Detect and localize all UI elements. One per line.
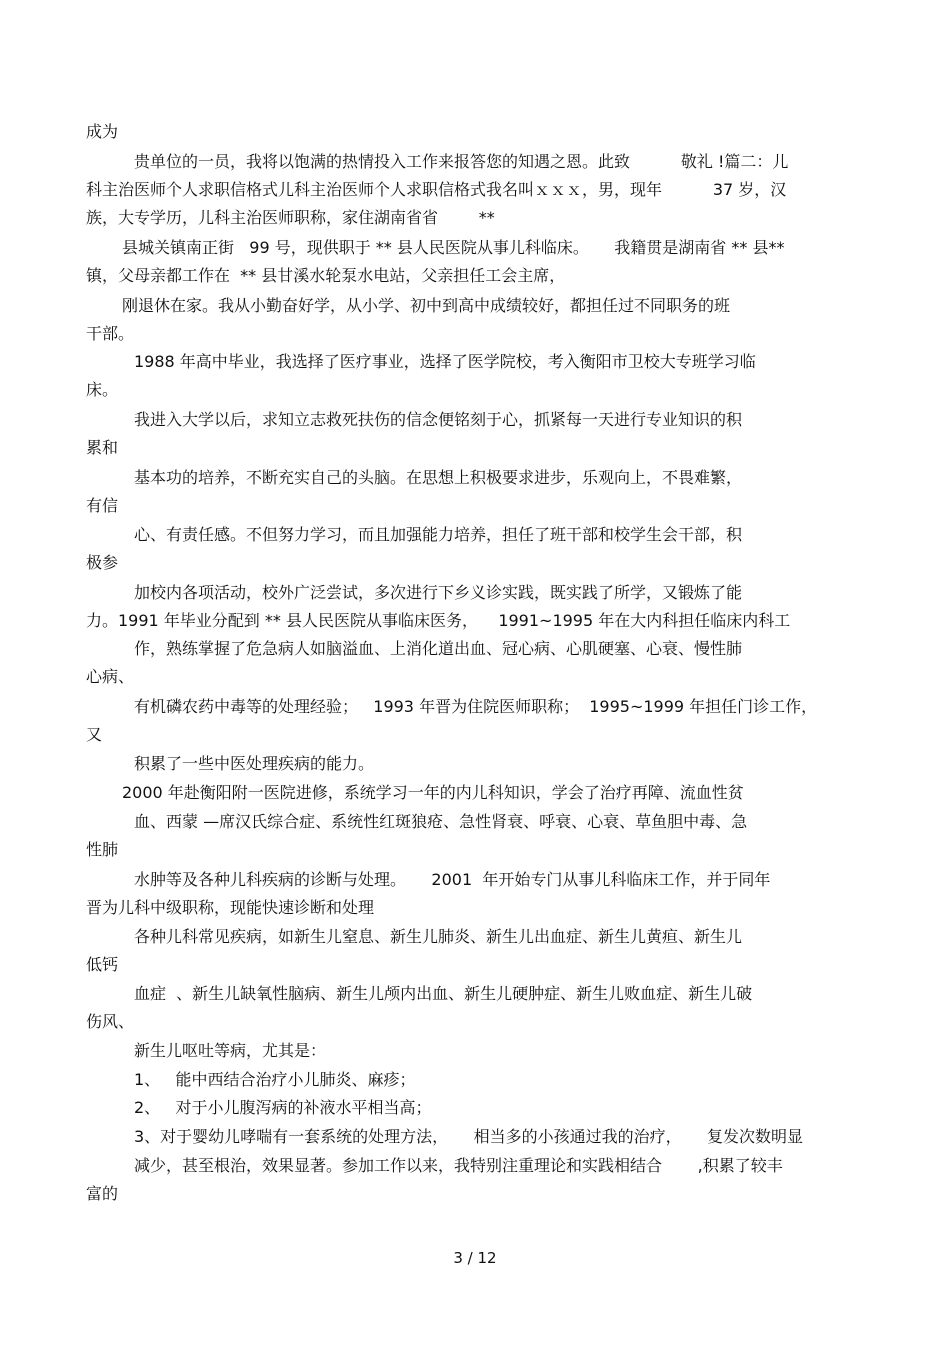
text-line: 3、对于婴幼儿哮喘有一套系统的处理方法， 相当多的小孩通过我的治疗， 复发次数明显 [134, 1127, 804, 1146]
page-number: 3 / 12 [453, 1249, 497, 1267]
text-line: 积累了一些中医处理疾病的能力。 [134, 754, 375, 773]
text-line: 性肺 [86, 840, 119, 859]
text-line: 减少，甚至根治，效果显著。参加工作以来，我特别注重理论和实践相结合 ,积累了较丰 [134, 1156, 783, 1175]
text-line: 加校内各项活动，校外广泛尝试，多次进行下乡义诊实践，既实践了所学，又锻炼了能 [134, 583, 743, 602]
text-line: 富的 [86, 1184, 119, 1203]
text-line: 伤风、 [86, 1012, 135, 1031]
text-line: 新生儿呕吐等病，尤其是： [134, 1041, 327, 1060]
text-line: 2、 对于小儿腹泻病的补液水平相当高； [134, 1098, 432, 1117]
text-line: 晋为儿科中级职称，现能快速诊断和处理 [86, 898, 375, 917]
text-line: 成为 [86, 122, 119, 141]
text-line: 干部。 [86, 324, 135, 343]
text-line: 极参 [86, 553, 119, 572]
text-line: 累和 [86, 438, 119, 457]
text-line: 心病、 [86, 667, 135, 686]
text-line: 低钙 [86, 955, 119, 974]
text-line: 力。1991 年毕业分配到 ** 县人民医院从事临床医务， 1991~1995 年在大内科担任临床内科工 [86, 611, 791, 630]
text-line: 有信 [86, 496, 119, 515]
text-line: 有机磷农药中毒等的处理经验； 1993 年晋为住院医师职称； 1995~1999 年担任门诊工作， [134, 697, 818, 716]
text-line: 各种儿科常见疾病，如新生儿窒息、新生儿肺炎、新生儿出血症、新生儿黄疸、新生儿 [134, 927, 743, 946]
text-line: 贵单位的一员，我将以饱满的热情投入工作来报答您的知遇之恩。此致 敬礼 !篇二：儿 [134, 152, 789, 171]
text-line: 1、 能中西结合治疗小儿肺炎、麻疹； [134, 1070, 416, 1089]
text-line: 族，大专学历，儿科主治医师职称，家住湖南省省 ** [86, 208, 495, 227]
text-line: 1988 年高中毕业，我选择了医疗事业，选择了医学院校，考入衡阳市卫校大专班学习临 [134, 352, 756, 371]
text-line: 我进入大学以后，求知立志救死扶伤的信念便铭刻于心，抓紧每一天进行专业知识的积 [134, 410, 743, 429]
text-line: 水肿等及各种儿科疾病的诊断与处理。 2001 年开始专门从事儿科临床工作，并于同年 [134, 870, 771, 889]
text-line: 科主治医师个人求职信格式儿科主治医师个人求职信格式我名叫ｘｘｘ，男，现年 37 岁，汉 [86, 180, 787, 199]
text-line: 床。 [86, 380, 119, 399]
text-line: 心、有责任感。不但努力学习，而且加强能力培养，担任了班干部和校学生会干部，积 [134, 525, 743, 544]
text-line: 刚退休在家。我从小勤奋好学，从小学、初中到高中成绩较好，都担任过不同职务的班 [122, 296, 731, 315]
text-line: 血症 、新生儿缺氧性脑病、新生儿颅内出血、新生儿硬肿症、新生儿败血症、新生儿破 [134, 984, 753, 1003]
text-line: 县城关镇南正街 99 号，现供职于 ** 县人民医院从事儿科临床。 我籍贯是湖南省 ** 县** [122, 238, 785, 257]
text-line: 2000 年赴衡阳附一医院进修，系统学习一年的内儿科知识，学会了治疗再障、流血性贫 [122, 783, 744, 802]
text-line: 基本功的培养，不断充实自己的头脑。在思想上积极要求进步，乐观向上，不畏难繁， [134, 468, 743, 487]
text-line: 镇，父母亲都工作在 ** 县甘溪水轮泵水电站，父亲担任工会主席， [86, 266, 566, 285]
text-line: 血、西蒙 —席汉氏综合症、系统性红斑狼疮、急性肾衰、呼衰、心衰、草鱼胆中毒、急 [134, 812, 748, 831]
text-line: 又 [86, 725, 103, 744]
text-line: 作，熟练掌握了危急病人如脑溢血、上消化道出血、冠心病、心肌硬塞、心衰、慢性肺 [134, 639, 743, 658]
